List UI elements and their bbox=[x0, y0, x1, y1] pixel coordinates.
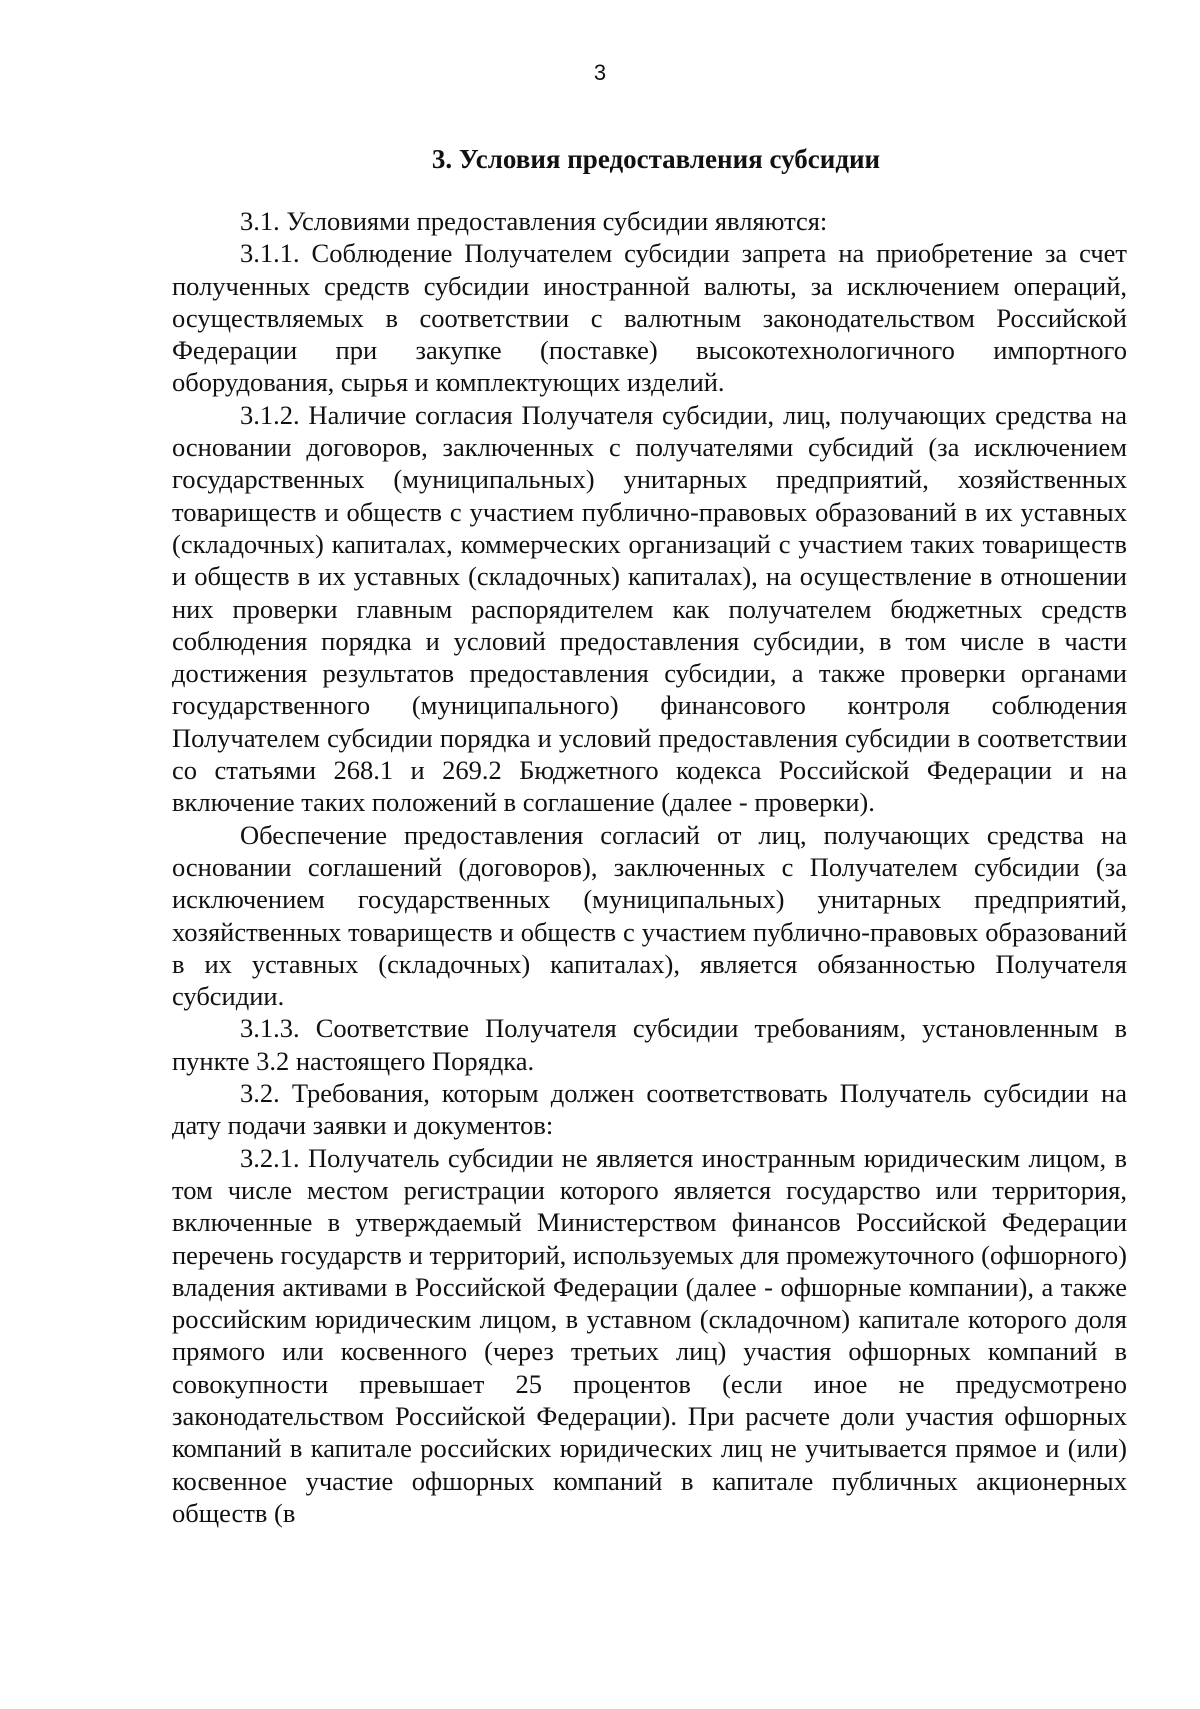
paragraph-3-1-1: 3.1.1. Соблюдение Получателем субсидии запрета на приобретение за счет полученных средств субсидии иностранной валюты, за исключением операций, осуществляемых в соответствии с валютным законодательством Российской Федерации при закупке (поставке) высокотехнологичного импортного оборудования, сырья и комплектующих изделий. bbox=[172, 238, 1127, 398]
page-number: 3 bbox=[593, 60, 607, 85]
section-title: 3. Условия предоставления субсидии bbox=[431, 144, 881, 174]
paragraph-3-1-3: 3.1.3. Соответствие Получателя субсидии требованиям, установленным в пункте 3.2 настоящего Порядка. bbox=[172, 1013, 1127, 1076]
document-body bbox=[172, 205, 1127, 1529]
paragraph-3-1: 3.1. Условиями предоставления субсидии являются: bbox=[240, 206, 828, 236]
paragraph-3-1-2: 3.1.2. Наличие согласия Получателя субсидии, лиц, получающих средства на основании договоров, заключенных с получателями субсидий (за исключением государственных (муниципальных) унитарных предприятий, хозяйственных товариществ и обществ с участием публично-правовых образований в их уставных (складочных) капиталах, коммерческих организаций с участием таких товариществ и обществ в их уставных (складочных) капиталах), на осуществление в отношении них проверки главным распорядителем как получателем бюджетных средств соблюдения порядка и условий предоставления субсидии, в том числе в части достижения результатов предоставления субсидии, а также проверки органами государственного (муниципального) финансового контроля соблюдения Получателем субсидии порядка и условий предоставления субсидии в соответствии со статьями 268.1 и 269.2 Бюджетного кодекса Российской Федерации и на включение таких положений в соглашение (далее - проверки). bbox=[172, 399, 1127, 818]
paragraph-3-2: 3.2. Требования, которым должен соответствовать Получатель субсидии на дату подачи заявки и документов: bbox=[172, 1078, 1127, 1141]
paragraph-consent-obligation: Обеспечение предоставления согласий от лиц, получающих средства на основании соглашений (договоров), заключенных с Получателем субсидии (за исключением государственных (муниципальных) унитарных предприятий, хозяйственных товариществ и обществ с участием публично-правовых образований в их уставных (складочных) капиталах), является обязанностью Получателя субсидии. bbox=[172, 819, 1127, 1012]
paragraph-3-2-1: 3.2.1. Получатель субсидии не является иностранным юридическим лицом, в том числе местом регистрации которого является государство или территория, включенные в утверждаемый Министерством финансов Российской Федерации перечень государств и территорий, используемых для промежуточного (офшорного) владения активами в Российской Федерации (далее - офшорные компании), а также российским юридическим лицом, в уставном (складочном) капитале которого доля прямого или косвенного (через третьих лиц) участия офшорных компаний в совокупности превышает 25 процентов (если иное не предусмотрено законодательством Российской Федерации). При расчете доли участия офшорных компаний в капитале российских юридических лиц не учитывается прямое и (или) косвенное участие офшорных компаний в капитале публичных акционерных обществ (в bbox=[172, 1142, 1127, 1528]
